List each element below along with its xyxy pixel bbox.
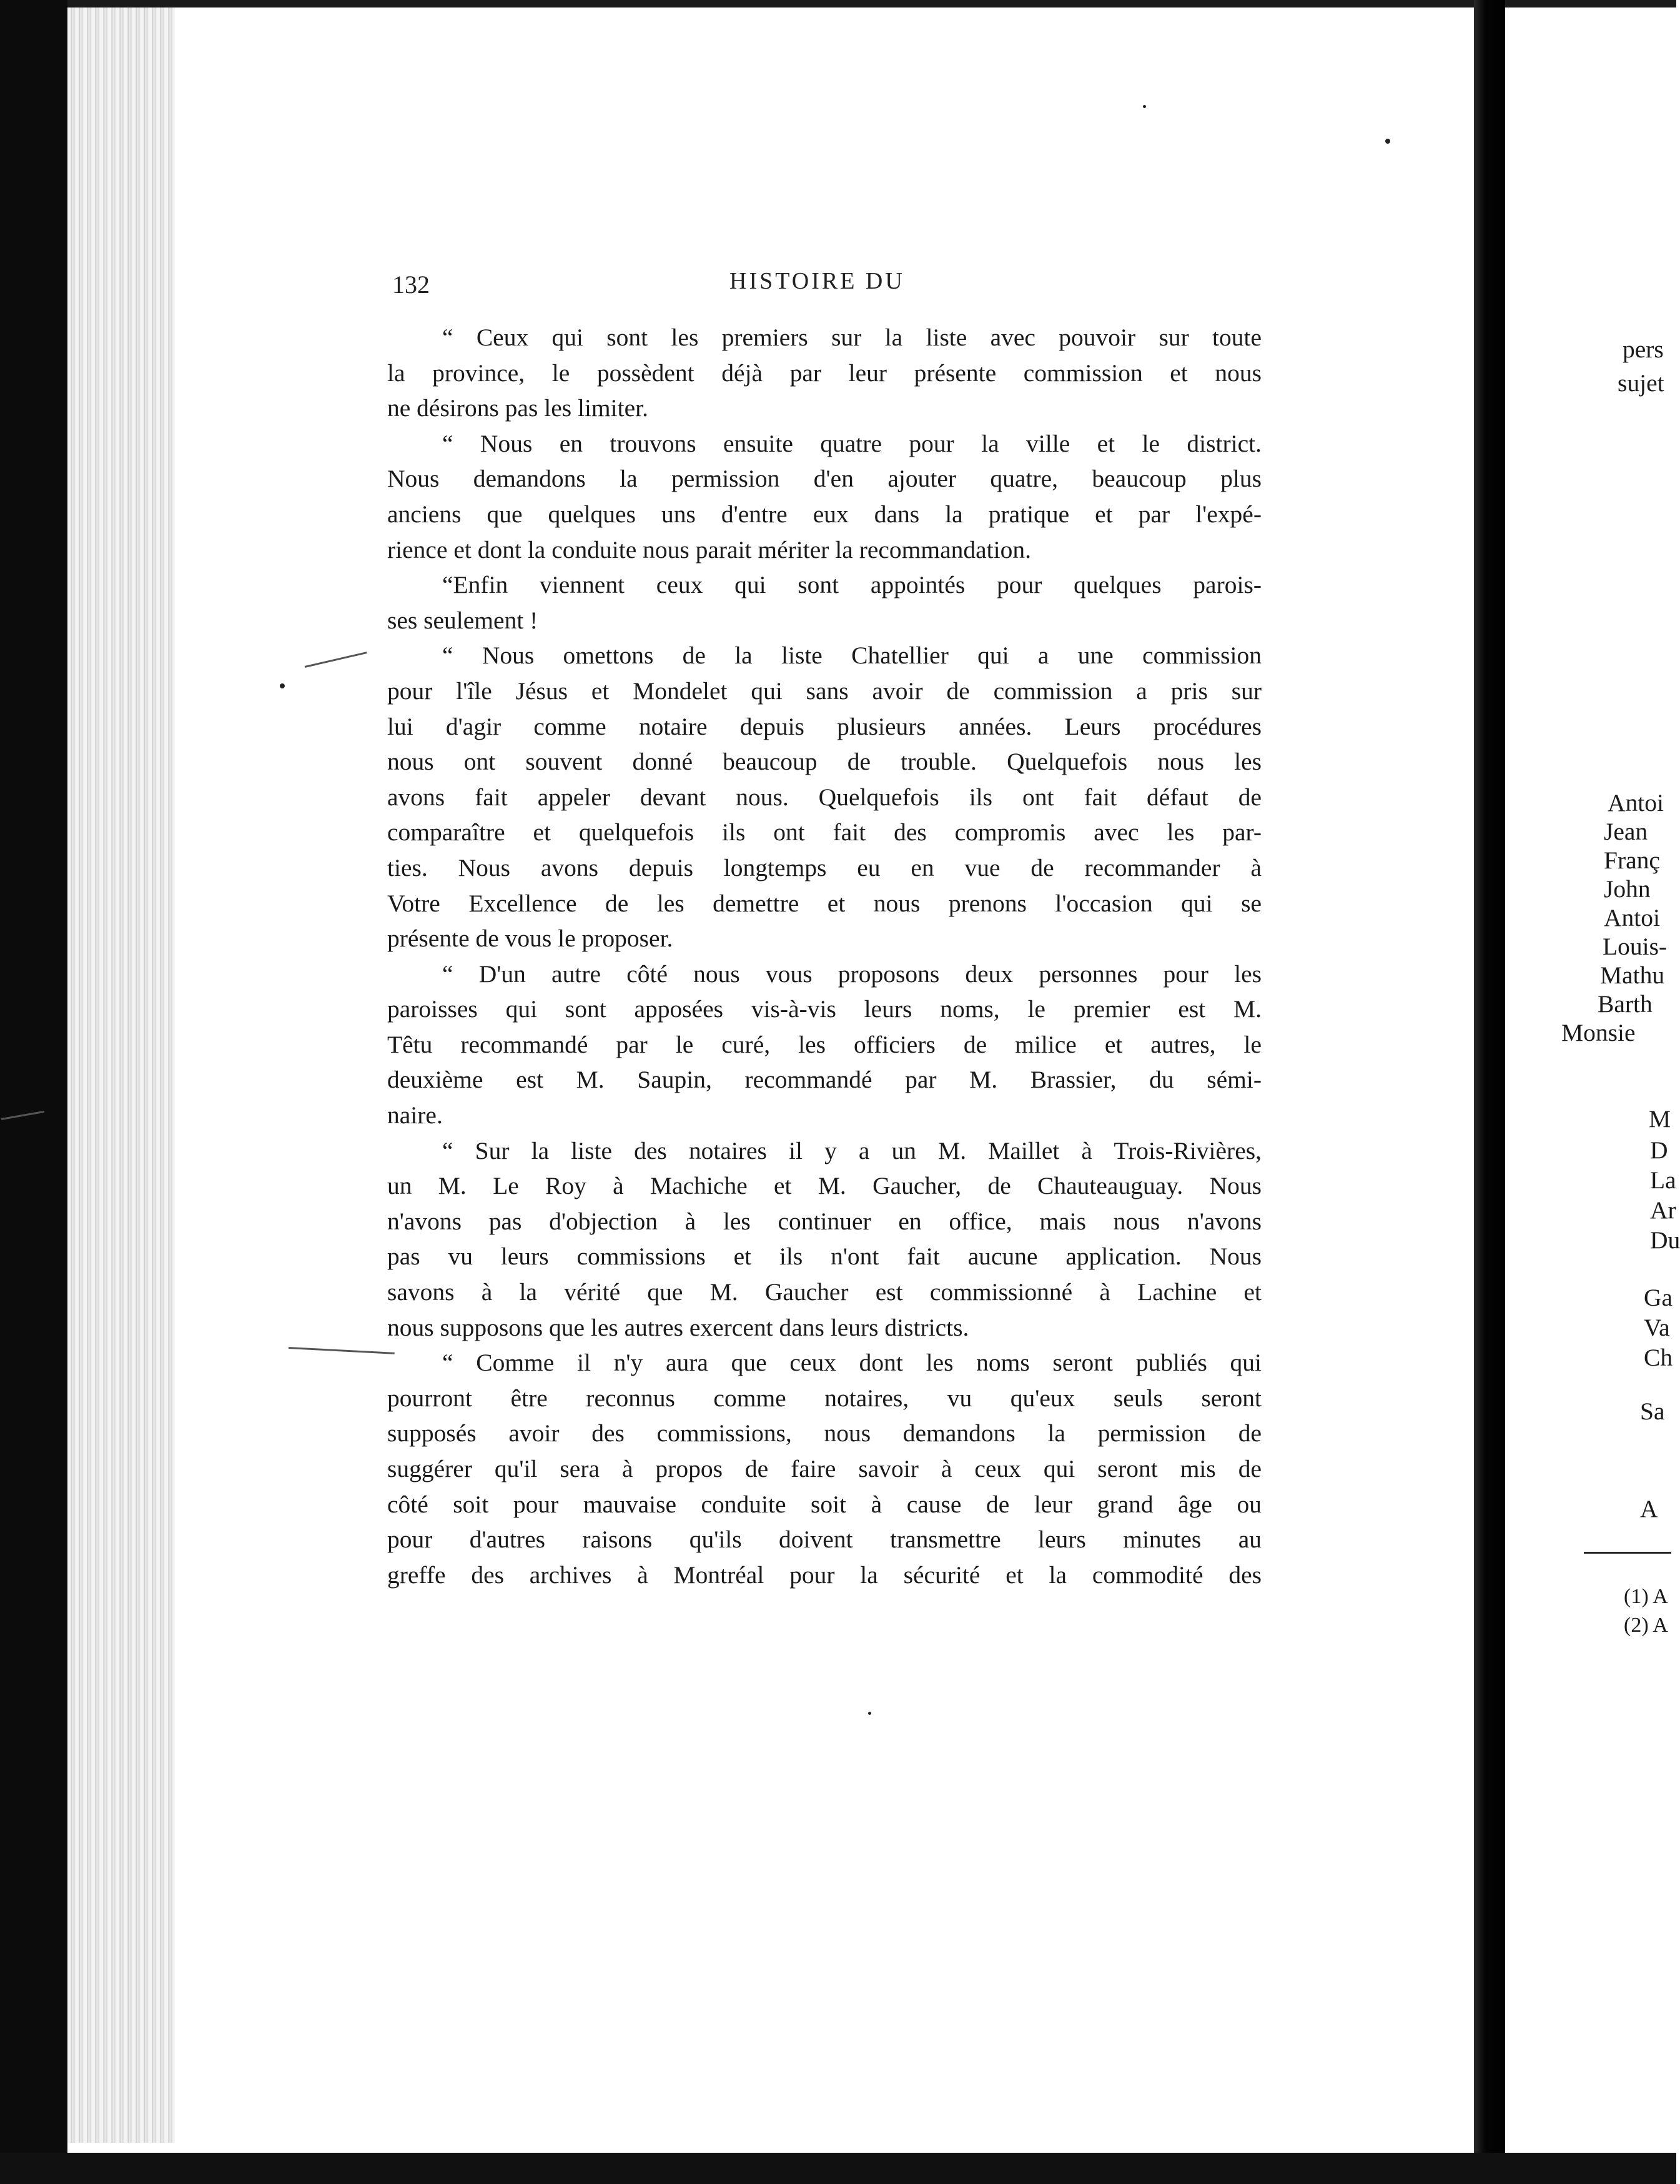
text-line: rience et dont la conduite nous parait mériter la recommandation.: [387, 535, 1031, 563]
right-page-fragment: Antoi: [1604, 904, 1660, 931]
text-line: anciens que quelques uns d'entre eux dans la pratique et par l'expé-: [387, 500, 1262, 528]
right-page-fragment: Va: [1644, 1314, 1670, 1341]
text-line: Têtu recommandé par le curé, les officiers de milice et autres, le: [387, 1030, 1262, 1058]
text-line: nous ont souvent donné beaucoup de trouble. Quelquefois nous les: [387, 748, 1262, 776]
text-line: suggérer qu'il sera à propos de faire savoir à ceux qui seront mis de: [387, 1455, 1262, 1482]
right-page-fragment: Ar: [1650, 1196, 1676, 1224]
text-line: comparaître et quelquefois ils ont fait des compromis avec les par-: [387, 818, 1262, 846]
scan-left-border: [0, 0, 67, 2184]
text-line: “ Sur la liste des notaires il y a un M. Maillet à Trois-Rivières,: [442, 1136, 1262, 1164]
right-page-fragment: A: [1640, 1495, 1658, 1522]
text-line: pour d'autres raisons qu'ils doivent transmettre leurs minutes au: [387, 1526, 1262, 1554]
footnote-fragment: (1) A: [1624, 1585, 1668, 1608]
text-line: côté soit pour mauvaise conduite soit à cause de leur grand âge ou: [387, 1490, 1262, 1518]
text-line: avons fait appeler devant nous. Quelquefois ils ont fait défaut de: [387, 783, 1262, 811]
speck: [1143, 105, 1146, 108]
right-page-fragment: Monsie: [1561, 1019, 1636, 1046]
text-line: ne désirons pas les limiter.: [387, 394, 648, 422]
text-line: pour l'île Jésus et Mondelet qui sans avoir de commission a pris sur: [387, 677, 1262, 705]
text-line: savons à la vérité que M. Gaucher est commissionné à Lachine et: [387, 1278, 1262, 1306]
text-line: un M. Le Roy à Machiche et M. Gaucher, de Chauteauguay. Nous: [387, 1172, 1262, 1200]
right-page-fragment: Mathu: [1600, 961, 1665, 989]
text-line: “ Comme il n'y aura que ceux dont les noms seront publiés qui: [442, 1349, 1262, 1377]
text-line: pourront être reconnus comme notaires, vu qu'eux seuls seront: [387, 1384, 1262, 1412]
running-head: HISTOIRE DU: [729, 268, 905, 294]
page-number: 132: [392, 271, 430, 299]
footnote-fragment: (2) A: [1624, 1614, 1668, 1637]
right-page-fragment: Louis-: [1603, 933, 1668, 960]
right-page-fragment: Antoi: [1608, 789, 1664, 817]
text-line: “ Nous en trouvons ensuite quatre pour la ville et le district.: [442, 429, 1262, 457]
text-line: ties. Nous avons depuis longtemps eu en vue de recommander à: [387, 853, 1262, 881]
text-line: “ Nous omettons de la liste Chatellier qui a une commission: [442, 642, 1262, 670]
text-line: deuxième est M. Saupin, recommandé par M. Brassier, du sémi-: [387, 1066, 1262, 1094]
text-line: lui d'agir comme notaire depuis plusieurs années. Leurs procédures: [387, 712, 1262, 740]
right-page-fragment: Jean: [1604, 818, 1648, 845]
right-page-fragment: Ga: [1644, 1284, 1673, 1311]
body-text: [387, 320, 1262, 1592]
text-line: nous supposons que les autres exercent dans leurs districts.: [387, 1313, 969, 1341]
right-page-fragment: Franç: [1604, 846, 1660, 874]
speck: [868, 1712, 871, 1715]
right-page-fragment: La: [1650, 1166, 1676, 1194]
right-page-fragment: pers: [1623, 335, 1664, 363]
book-page-edges: [67, 7, 175, 2143]
speck: [1385, 139, 1390, 144]
text-line: présente de vous le proposer.: [387, 925, 673, 953]
text-line: naire.: [387, 1101, 443, 1129]
text-line: supposés avoir des commissions, nous demandons la permission de: [387, 1419, 1262, 1447]
scan-bottom-border: [0, 2153, 1676, 2184]
right-page-fragment: Barth: [1598, 990, 1653, 1018]
right-page-fragment: M: [1649, 1105, 1671, 1133]
speck: [280, 683, 285, 688]
text-line: ses seulement !: [387, 606, 538, 634]
right-page-fragment: sujet: [1618, 369, 1664, 397]
text-line: paroisses qui sont apposées vis-à-vis leurs noms, le premier est M.: [387, 995, 1262, 1023]
right-page-fragment: Ch: [1644, 1344, 1673, 1371]
right-page-fragment: John: [1604, 875, 1651, 903]
book-gutter: [1474, 0, 1505, 2184]
text-line: Nous demandons la permission d'en ajouter quatre, beaucoup plus: [387, 465, 1262, 493]
text-line: n'avons pas d'objection à les continuer en office, mais nous n'avons: [387, 1207, 1262, 1235]
right-page-fragment: Du: [1650, 1226, 1680, 1254]
text-line: “ D'un autre côté nous vous proposons deux personnes pour les: [442, 960, 1262, 988]
text-line: la province, le possèdent déjà par leur présente commission et nous: [387, 359, 1262, 387]
right-page-fragment: D: [1650, 1136, 1668, 1164]
text-line: greffe des archives à Montréal pour la sécurité et la commodité des: [387, 1561, 1262, 1589]
text-line: “ Ceux qui sont les premiers sur la liste avec pouvoir sur toute: [442, 324, 1262, 351]
text-line: Votre Excellence de les demettre et nous prenons l'occasion qui se: [387, 889, 1262, 917]
footnote-rule: [1584, 1552, 1671, 1554]
text-line: “Enfin viennent ceux qui sont appointés pour quelques parois-: [442, 571, 1262, 599]
text-line: pas vu leurs commissions et ils n'ont fait aucune application. Nous: [387, 1243, 1262, 1271]
right-page-fragment: Sa: [1640, 1397, 1665, 1425]
right-page: [1505, 7, 1676, 2143]
